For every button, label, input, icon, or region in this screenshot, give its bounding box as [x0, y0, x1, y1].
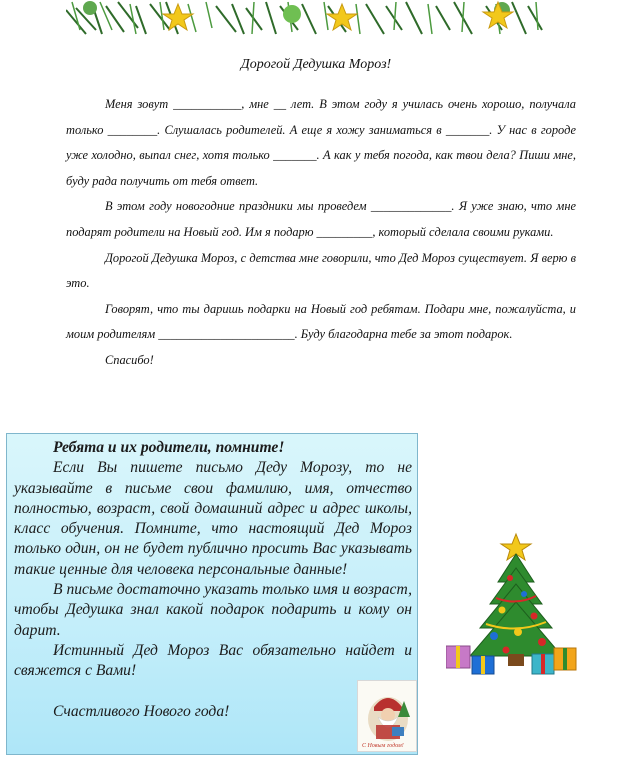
notice-paragraph: Если Вы пишете письмо Деду Морозу, то не указывайте в письме свои фамилию, имя, отчество полностью, возраст, свой домашний адрес и адрес школы, класс обучения. Помните, что настоящий Дед Мороз только один, он не будет публично просить Вас указывать такие ценные для человека персональные данные! [14, 459, 412, 578]
letter-paragraph: Меня зовут ___________, мне __ лет. В этом году я училась очень хорошо, получала только ________. Слушалась родителей. А еще я хожу заниматься в _______. У нас в городе уже холодно, выпал снег, хотя только _______. А как у тебя погода, как твои дела? Пиши мне, буду рада получить от тебя ответ. [66, 97, 576, 188]
letter-closing: Спасибо! [105, 352, 154, 367]
letter-body [66, 92, 576, 374]
notice-paragraph: Истинный Дед Мороз Вас обязательно найдет и свяжется с Вами! [14, 641, 412, 680]
notice-closing: Счастливого Нового года! [53, 702, 230, 720]
letter-paragraph: Дорогой Дедушка Мороз, с детства мне говорили, что Дед Мороз существует. Я верю в это. [66, 250, 576, 291]
notice-paragraph: В письме достаточно указать только имя и возраст, чтобы Дедушка знал какой подарок подарить и кому он дарит. [14, 581, 412, 639]
postcard-caption: С Новым годом! [362, 743, 404, 749]
garland-decoration [66, 0, 544, 36]
notice-heading: Ребята и их родители, помните! [53, 439, 285, 456]
postcard-image [357, 680, 417, 752]
letter-title: Дорогой Дедушка Мороз! [240, 57, 392, 72]
letter-paragraph: Говорят, что ты даришь подарки на Новый год ребятам. Подари мне, пожалуйста, и моим родителям ______________________. Буду благодарна тебе за этот подарок. [66, 301, 576, 342]
christmas-tree-icon [446, 532, 580, 682]
letter-paragraph: В этом году новогодние праздники мы проведем _____________. Я уже знаю, что мне подарят родители на Новый год. Им я подарю _________, который сделала своими руками. [66, 199, 576, 239]
